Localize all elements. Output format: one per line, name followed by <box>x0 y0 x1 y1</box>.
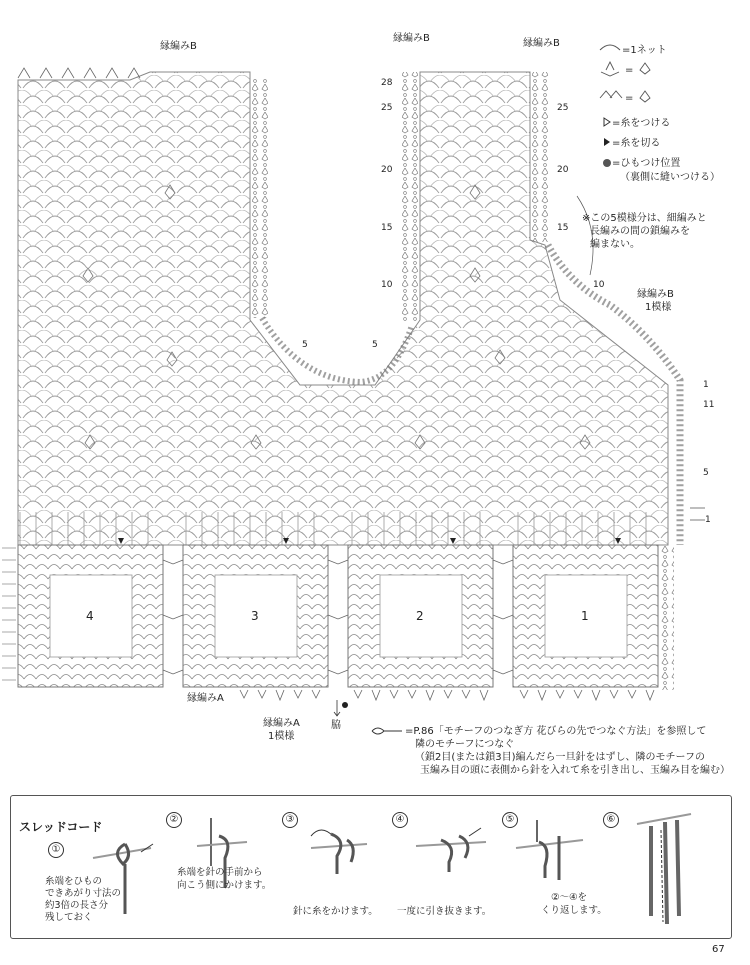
edge-a-bottom-repeat: 1模様 <box>268 731 295 742</box>
row-number: 1 <box>705 515 711 525</box>
row-number: 15 <box>381 223 393 233</box>
join-note-line: =P.86「モチーフのつなぎ方 花びらの先でつなぐ方法」を参照して <box>405 726 707 737</box>
motif-number: 1 <box>581 609 589 623</box>
step5-illustration <box>516 820 583 880</box>
row-number: 20 <box>557 165 569 175</box>
step1-text: 糸端をひもの <box>45 876 103 887</box>
row-number: 5 <box>703 468 709 478</box>
motif-number: 3 <box>251 609 259 623</box>
side-arrow <box>334 700 340 716</box>
join-note-line: （鎖2目(または鎖3目)編んだら一旦針をはずし、隣のモチーフの <box>415 752 706 763</box>
page-number: 67 <box>712 944 725 955</box>
side-note-line: 長編みの間の鎖編みを <box>590 226 690 237</box>
side-note-line: 編まない。 <box>590 239 640 250</box>
motif-number: 4 <box>86 609 94 623</box>
row-number: 25 <box>381 103 393 113</box>
thread-cord-title: スレッドコード <box>19 820 103 834</box>
step1-text: 約3倍の長さ分 <box>45 900 109 911</box>
motif-squares <box>18 545 658 687</box>
legend-net: =1ネット <box>622 45 667 56</box>
step-number: ① <box>48 842 64 858</box>
row-number: 5 <box>302 340 308 350</box>
motif-number: 2 <box>416 609 424 623</box>
edge-b-mid-label: 縁編みB <box>393 33 430 44</box>
row-number: 1 <box>703 380 709 390</box>
row-number: 20 <box>381 165 393 175</box>
legend-tie-position-sub: （裏側に縫いつける） <box>620 172 720 183</box>
join-note-line: 玉編み目の頭に表側から針を入れて糸を引き出し、玉編み目を編む） <box>420 765 730 776</box>
step4-text: 一度に引き抜きます。 <box>397 906 492 917</box>
row-number: 15 <box>557 223 569 233</box>
edge-a-side <box>660 545 674 690</box>
step6-illustration <box>637 814 691 924</box>
step3-text: 針に糸をかけます。 <box>293 906 378 917</box>
step2-text: 向こう側にかけます。 <box>177 880 272 891</box>
edge-b-right-label: 縁編みB <box>523 38 560 49</box>
step5-text: くり返します。 <box>541 905 607 916</box>
row-number: 5 <box>372 340 378 350</box>
edge-b-left-trim <box>18 68 140 78</box>
side-label: 脇 <box>331 720 341 731</box>
step1-text: できあがり寸法の <box>45 888 122 899</box>
join-symbol <box>372 728 402 734</box>
row-number: 28 <box>381 78 393 88</box>
step-number: ⑥ <box>603 812 619 828</box>
thread-cord-panel <box>10 795 732 939</box>
step5-text: ②～④を <box>551 892 588 903</box>
row-number: 11 <box>703 400 715 410</box>
row-number: 10 <box>381 280 393 290</box>
step4-illustration <box>416 828 486 872</box>
edge-b-side-repeat: 1模様 <box>645 302 672 313</box>
edge-b-mid-arm <box>402 72 418 322</box>
join-note-line: 隣のモチーフにつなぐ <box>415 739 515 750</box>
step1-text: 残しておく <box>45 912 93 923</box>
row-number: 10 <box>593 280 605 290</box>
legend-tie-position: =ひもつけ位置 <box>612 158 681 169</box>
step3-illustration <box>311 830 367 874</box>
side-note-line: ※この5模様分は、細編みと <box>582 213 707 224</box>
edge-b-left-arm <box>252 78 268 318</box>
edge-b-side-label: 縁編みB <box>637 289 674 300</box>
edge-a-bottom-label: 縁編みA <box>263 718 300 729</box>
legend-cut-yarn: =糸を切る <box>612 138 661 149</box>
step-number: ④ <box>392 812 408 828</box>
row-number: 25 <box>557 103 569 113</box>
legend-eq1: = <box>625 65 634 76</box>
step-number: ⑤ <box>502 812 518 828</box>
step-number: ③ <box>282 812 298 828</box>
left-arrows <box>2 548 16 680</box>
step-number: ② <box>166 812 182 828</box>
edge-a-left-label: 縁編みA <box>187 693 224 704</box>
edge-b-right-arm <box>532 72 548 242</box>
edge-a-bottom <box>240 690 654 700</box>
edge-b-left-label: 縁編みB <box>160 41 197 52</box>
legend-attach-yarn: =糸をつける <box>612 118 671 129</box>
legend-eq2: = <box>625 93 634 104</box>
step2-text: 糸端を針の手前から <box>177 867 263 878</box>
